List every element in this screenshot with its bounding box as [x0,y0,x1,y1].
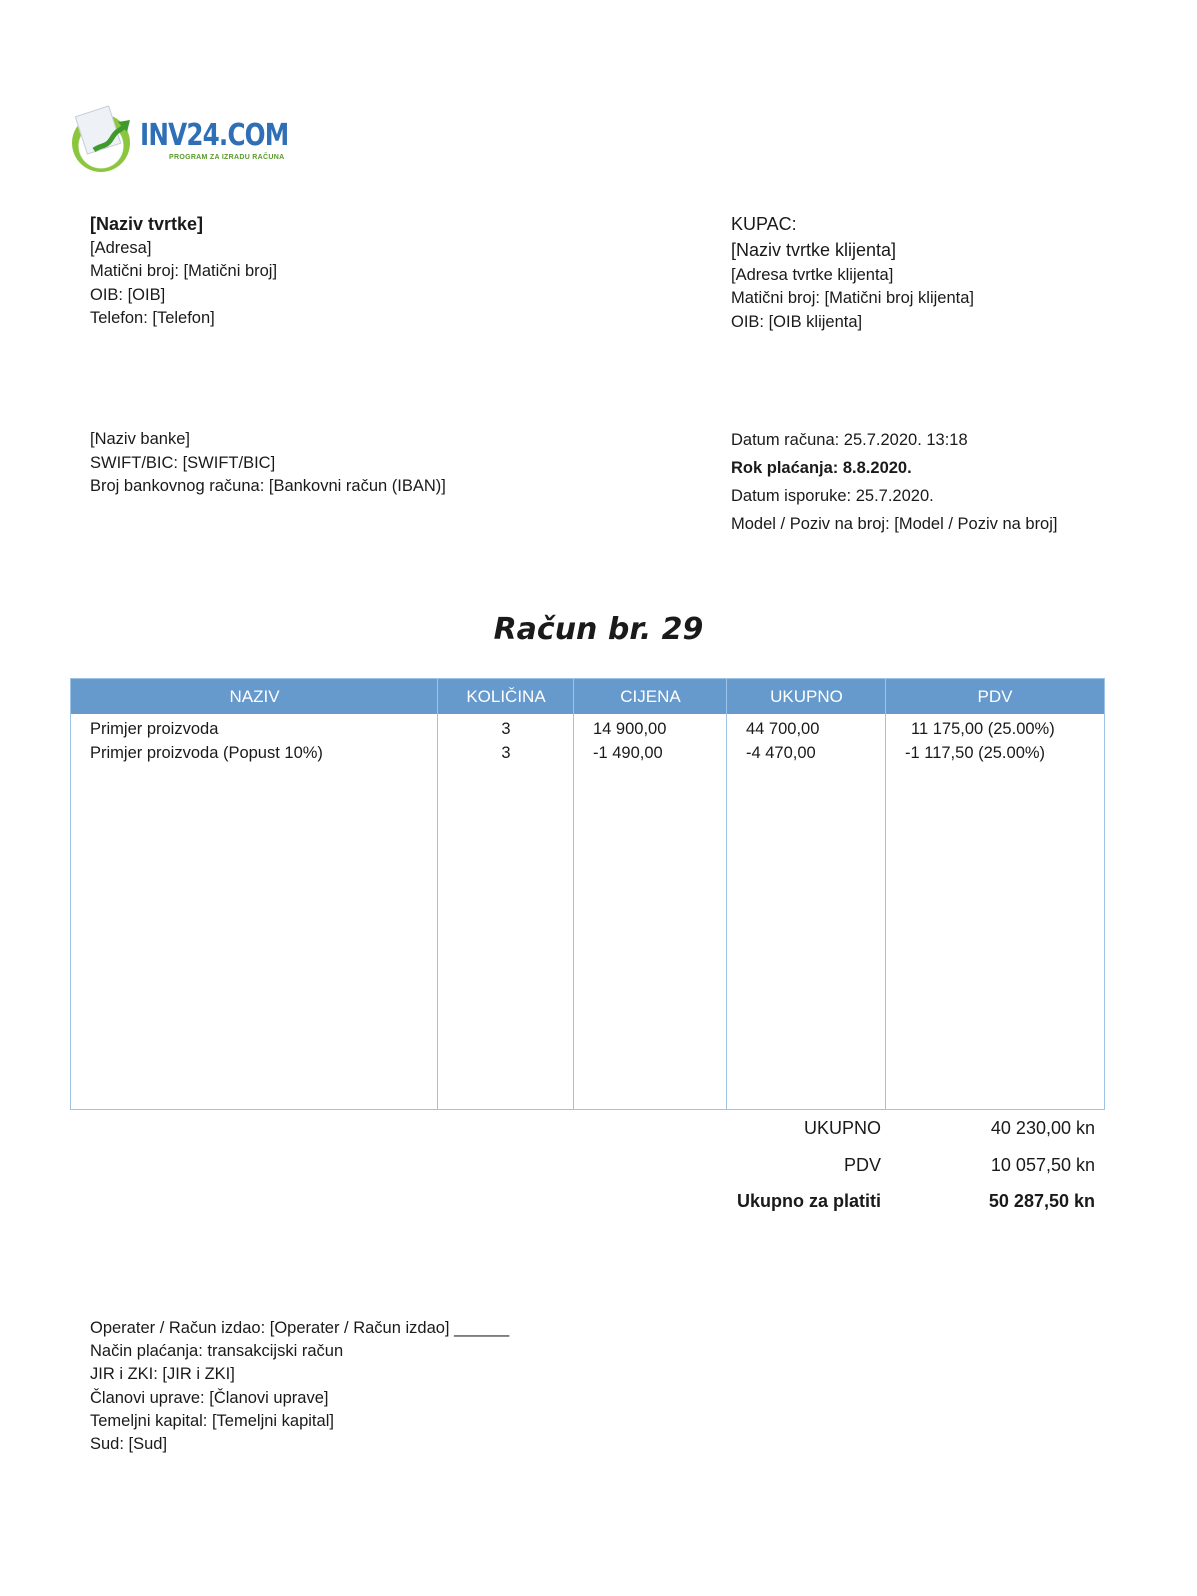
seller-registration-number: Matični broj: [Matični broj] [90,262,278,280]
item-quantity: 3 [501,720,511,738]
board-members: Članovi uprave: [Članovi uprave] [90,1388,329,1407]
delivery-date: Datum isporuke: 25.7.2020. [731,487,934,505]
share-capital: Temeljni kapital: [Temeljni kapital] [90,1411,334,1430]
invoice-title: Račun br. 29 [493,612,704,647]
due-date: Rok plaćanja: 8.8.2020. [731,459,912,477]
column-divider [885,679,886,1109]
item-price: -1 490,00 [593,744,663,762]
buyer-info [731,213,974,334]
buyer-oib: OIB: [OIB klijenta] [731,312,863,331]
bank-name: [Naziv banke] [90,430,190,448]
seller-oib: OIB: [OIB] [90,285,166,304]
invoice-dates [731,426,1058,538]
grand-total-label: Ukupno za platiti [737,1191,881,1211]
item-quantity: 3 [501,744,511,762]
buyer-registration-number: Matični broj: [Matični broj klijenta] [731,289,975,307]
item-name: Primjer proizvoda (Popust 10%) [90,744,323,762]
bank-swift: SWIFT/BIC: [SWIFT/BIC] [90,453,276,472]
company-logo [70,108,289,170]
court: Sud: [Sud] [90,1435,168,1454]
seller-address: [Adresa] [90,238,152,257]
column-header-name: NAZIV [229,687,280,706]
item-vat: -1 117,50 (25.00%) [905,744,1046,762]
buyer-address: [Adresa tvrtke klijenta] [731,265,894,284]
invoice-footer [90,1317,509,1456]
items-table [70,678,1105,1110]
item-name: Primjer proizvoda [90,720,219,738]
subtotal-value: 40 230,00 kn [990,1118,1095,1138]
seller-phone: Telefon: [Telefon] [90,309,215,327]
payment-reference: Model / Poziv na broj: [Model / Poziv na broj] [731,515,1058,533]
seller-name: [Naziv tvrtke] [90,214,204,234]
column-header-price: CIJENA [620,687,681,706]
table-header [71,679,1104,714]
item-total: -4 470,00 [746,744,816,762]
payment-method: Način plaćanja: transakcijski račun [90,1342,344,1361]
buyer-label: KUPAC: [731,214,797,234]
item-total: 44 700,00 [746,720,820,738]
seller-info [90,213,277,331]
column-divider [726,679,727,1109]
column-header-vat: PDV [977,687,1013,706]
subtotal-label: UKUPNO [803,1118,881,1138]
bank-info [90,428,446,499]
grand-total-value: 50 287,50 kn [988,1191,1095,1211]
column-header-total: UKUPNO [770,687,843,706]
jir-zki: JIR i ZKI: [JIR i ZKI] [90,1365,235,1384]
vat-total-value: 10 057,50 kn [990,1155,1095,1175]
buyer-name: [Naziv tvrtke klijenta] [731,239,897,260]
bank-iban: Broj bankovnog računa: [Bankovni račun (IBAN)] [90,477,446,495]
operator-line: Operater / Račun izdao: [Operater / Račun izdao] ______ [90,1319,510,1337]
logo-tagline: PROGRAM ZA IZRADU RAČUNA [169,154,285,161]
column-header-quantity: KOLIČINA [466,687,546,706]
logo-growth-arrow-icon [92,118,132,154]
item-price: 14 900,00 [593,720,667,738]
vat-total-label: PDV [843,1155,881,1175]
logo-wordmark: INV24.COM [140,118,289,153]
invoice-date: Datum računa: 25.7.2020. 13:18 [731,431,968,449]
item-vat: 11 175,00 (25.00%) [911,720,1055,738]
